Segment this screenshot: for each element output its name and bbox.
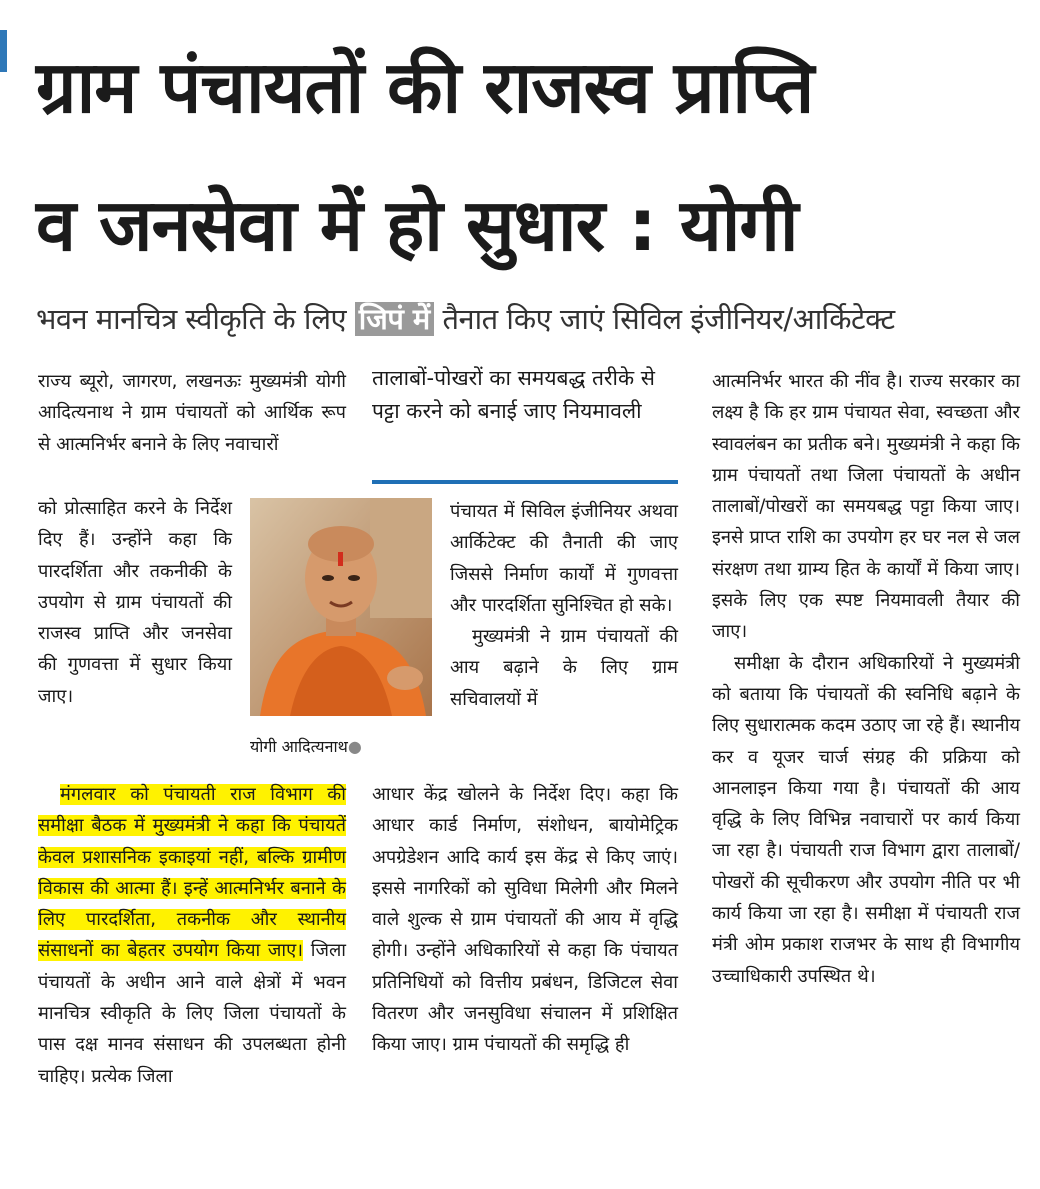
column-3-paragraph-2: समीक्षा के दौरान अधिकारियों ने मुख्यमंत्री को बताया कि पंचायतों की स्वनिधि बढ़ाने के लिए सुधारात्मक कदम उठाए जा रहे हैं। स्थानीय कर व यूजर चार्ज संग्रह की प्रक्रिया को आनलाइन किया गया है। पंचायतों की आय वृद्धि के लिए विभिन्न नवाचारों पर कार्य किया जा रहा है। पंचायती राज विभाग द्वारा तालाबों/पोखरों की सूचीकरण और उपयोग नीति पर भी कार्य किया जा रहा है। समीक्षा में पंचायती राज मंत्री ओम प्रकाश राजभर के साथ ही विभागीय उच्चाधिकारी उपस्थित थे। bbox=[712, 652, 1020, 987]
pull-quote-rule bbox=[372, 480, 678, 484]
column-1-paragraph-2-rest: जिला पंचायतों के अधीन आने वाले क्षेत्रों में भवन मानचित्र स्वीकृति के लिए जिला पंचायतों के पास दक्ष मानव संसाधन की उपलब्धता होनी चाहिए। प्रत्येक जिला bbox=[38, 940, 346, 1087]
subhead-text-before: भवन मानचित्र स्वीकृति के लिए bbox=[36, 302, 355, 336]
column-2-paragraph-1: पंचायत में सिविल इंजीनियर अथवा आर्किटेक्ट की तैनाती की जाए जिससे निर्माण कार्यों में गुणवत्ता और पारदर्शिता सुनिश्चित हो सके। bbox=[450, 501, 678, 616]
column-2-narrow bbox=[450, 496, 678, 715]
photo-caption bbox=[250, 736, 440, 758]
page-edge-marker bbox=[0, 30, 7, 72]
column-1-paragraph-1-top: राज्य ब्यूरो, जागरण, लखनऊः मुख्यमंत्री योगी आदित्यनाथ ने ग्राम पंचायतों को आर्थिक रूप से आत्मनिर्भर बनाने के लिए नवाचारों bbox=[38, 371, 346, 455]
column-1-bottom bbox=[38, 779, 346, 1092]
caption-dot-icon: ● bbox=[347, 737, 362, 756]
column-2-bottom bbox=[372, 779, 678, 1061]
headline-line-2: व जनसेवा में हो सुधार : योगी bbox=[36, 183, 798, 267]
photo-caption-text: योगी आदित्यनाथ bbox=[250, 737, 348, 756]
column-2-paragraph-2-rest: आधार केंद्र खोलने के निर्देश दिए। कहा कि आधार कार्ड निर्माण, संशोधन, बायोमेट्रिक अपग्रेडेशन आदि कार्य इस केंद्र से किए जाएं। इससे नागरिकों को सुविधा मिलेगी और मिलने वाले शुल्क से ग्राम पंचायतों की आय में वृद्धि होगी। उन्होंने अधिकारियों से कहा कि पंचायत प्रतिनिधियों को वित्तीय प्रबंधन, डिजिटल सेवा वितरण और जनसुविधा संचालन में प्रशिक्षित किया जाए। ग्राम पंचायतों की समृद्धि ही bbox=[372, 784, 678, 1056]
column-1-top bbox=[38, 366, 346, 460]
headline bbox=[36, 18, 1026, 294]
yogi-adityanath-photo bbox=[250, 498, 432, 716]
portrait-illustration bbox=[250, 498, 432, 716]
headline-line-1: ग्राम पंचायतों की राजस्व प्राप्ति bbox=[36, 45, 814, 129]
subhead-highlight: जिपं में bbox=[355, 302, 434, 336]
subhead-text-after: तैनात किए जाएं सिविल इंजीनियर/आर्किटेक्ट bbox=[433, 302, 895, 336]
highlighted-passage: मंगलवार को पंचायती राज विभाग की समीक्षा बैठक में मुख्यमंत्री ने कहा कि पंचायतें केवल प्रशासनिक इकाइयां नहीं, बल्कि ग्रामीण विकास की आत्मा हैं। इन्हें आत्मनिर्भर बनाने के लिए पारदर्शिता, तकनीक और स्थानीय संसाधनों का बेहतर उपयोग किया जाए। bbox=[38, 784, 346, 962]
pull-quote: तालाबों-पोखरों का समयबद्ध तरीके से पट्टा करने को बनाई जाए नियमावली bbox=[372, 366, 655, 423]
column-3 bbox=[712, 366, 1020, 992]
column-3-paragraph-1: आत्मनिर्भर भारत की नींव है। राज्य सरकार का लक्ष्य है कि हर ग्राम पंचायत सेवा, स्वच्छता और स्वावलंबन का प्रतीक बने। मुख्यमंत्री ने कहा कि ग्राम पंचायतों तथा जिला पंचायतों के अधीन तालाबों/पोखरों का समयबद्ध पट्टा किया जाए। इनसे प्राप्त राशि का उपयोग हर घर नल से जल संरक्षण तथा ग्राम्य हित के कार्यों में किया जाए। इसके लिए एक स्पष्ट नियमावली तैयार की जाए। bbox=[712, 371, 1020, 643]
column-1-paragraph-2 bbox=[38, 779, 346, 1092]
subheadline bbox=[36, 292, 1026, 346]
column-1-paragraph-1-narrow: को प्रोत्साहित करने के निर्देश दिए हैं। उन्होंने कहा कि पारदर्शिता और तकनीकी के उपयोग से ग्राम पंचायतों की राजस्व प्राप्ति और जनसेवा की गुणवत्ता में सुधार किया जाए। bbox=[38, 498, 232, 707]
column-2-paragraph-2-narrow: मुख्यमंत्री ने ग्राम पंचायतों की आय बढ़ाने के लिए ग्राम सचिवालयों में bbox=[450, 626, 678, 710]
column-1-narrow bbox=[38, 493, 232, 712]
